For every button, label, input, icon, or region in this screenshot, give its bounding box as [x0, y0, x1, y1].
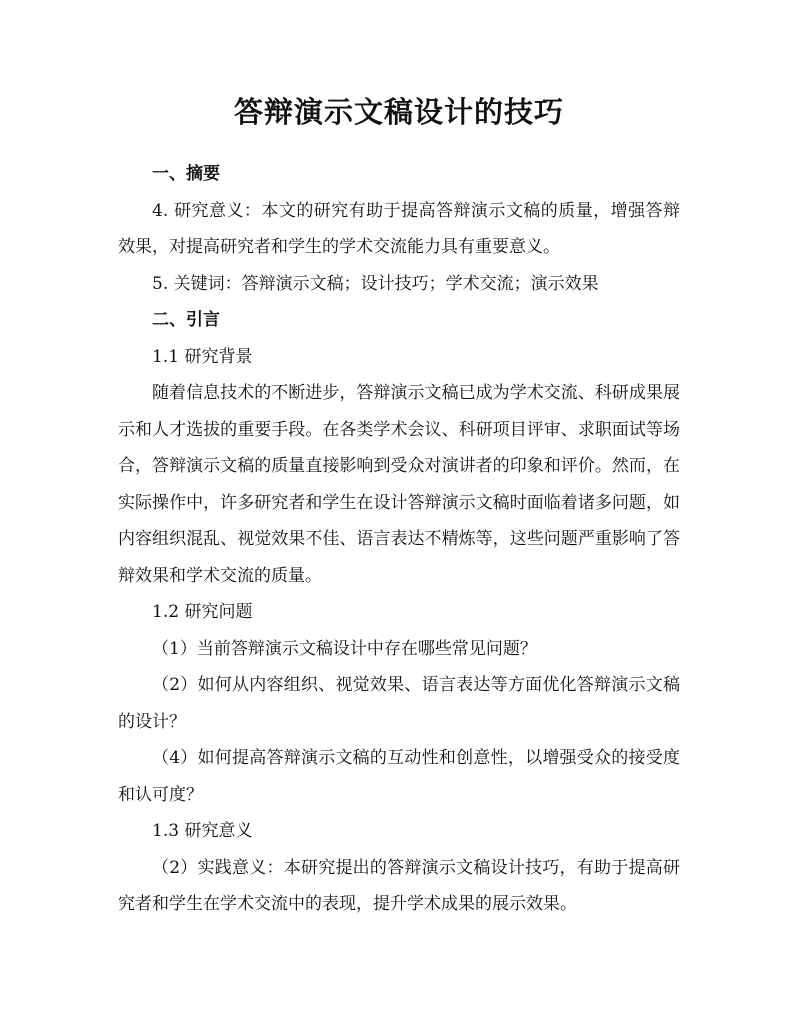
section-heading-abstract: 一、摘要 — [152, 164, 220, 184]
research-question-4: （4）如何提高答辩演示文稿的互动性和创意性，以增强受众的接受度和认可度？ — [118, 748, 680, 805]
document-title: 答辩演示文稿设计的技巧 — [233, 95, 564, 129]
practical-significance-paragraph: （2）实践意义：本研究提出的答辩演示文稿设计技巧，有助于提高研究者和学生在学术交流中的表现，提升学术成果的展示效果。 — [118, 857, 680, 914]
abstract-significance-paragraph: 4. 研究意义：本文的研究有助于提高答辩演示文稿的质量，增强答辩效果，对提高研究者和学生的学术交流能力具有重要意义。 — [118, 200, 680, 257]
research-question-2: （2）如何从内容组织、视觉效果、语言表达等方面优化答辩演示文稿的设计？ — [118, 675, 680, 732]
subheading-research-significance: 1.3 研究意义 — [152, 821, 253, 841]
subheading-research-background: 1.1 研究背景 — [152, 346, 253, 367]
section-heading-introduction: 二、引言 — [152, 310, 220, 330]
research-question-1: （1）当前答辩演示文稿设计中存在哪些常见问题？ — [152, 638, 537, 659]
keywords-paragraph: 5. 关键词：答辩演示文稿；设计技巧；学术交流；演示效果 — [152, 273, 599, 294]
background-paragraph: 随着信息技术的不断进步，答辩演示文稿已成为学术交流、科研成果展示和人才选拔的重要手段。在各类学术会议、科研项目评审、求职面试等场合，答辩演示文稿的质量直接影响到受众对演讲者的印象和评价。然而，在实际操作中，许多研究者和学生在设计答辩演示文稿时面临着诸多问题，如内容组织混乱、视觉效果不佳、语言表达不精炼等，这些问题严重影响了答辩效果和学术交流的质量。 — [118, 383, 680, 586]
subheading-research-questions: 1.2 研究问题 — [152, 602, 253, 622]
document-body — [118, 156, 680, 923]
